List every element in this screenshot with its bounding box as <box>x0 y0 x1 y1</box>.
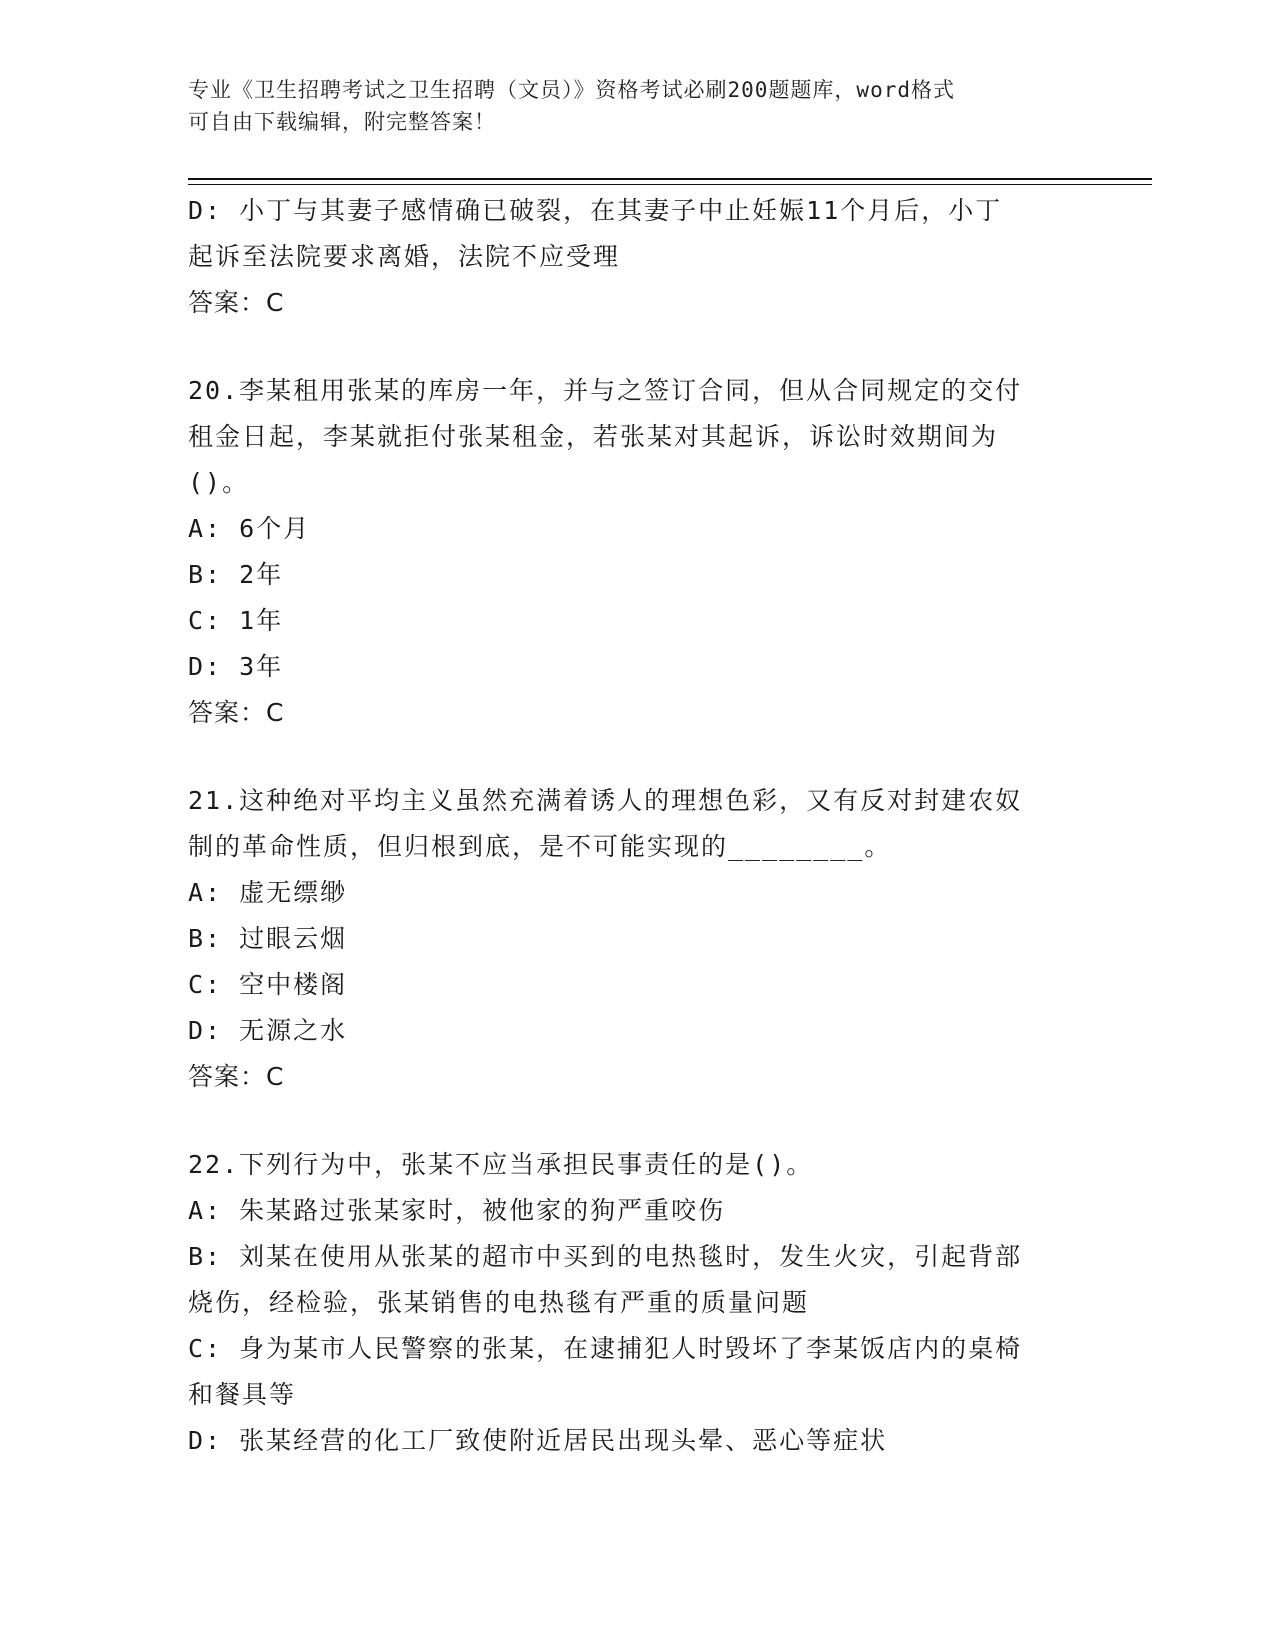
question-22 <box>188 1142 1088 1464</box>
spacer <box>188 1100 1088 1142</box>
option-a: A: 朱某路过张某家时，被他家的狗严重咬伤 <box>188 1196 726 1225</box>
option-c-continued: 和餐具等 <box>188 1380 297 1409</box>
option-d: D: 小丁与其妻子感情确已破裂，在其妻子中止妊娠11个月后，小丁 <box>188 196 1003 225</box>
header-line-1: 专业《卫生招聘考试之卫生招聘（文员）》资格考试必刷200题题库，word格式 <box>188 78 955 102</box>
question-text: 制的革命性质，但归根到底，是不可能实现的________。 <box>188 832 892 861</box>
option-b-continued: 烧伤，经检验，张某销售的电热毯有严重的质量问题 <box>188 1288 810 1317</box>
question-text: ()。 <box>188 468 250 497</box>
option-a: A: 虚无缥缈 <box>188 878 348 907</box>
option-c: C: 空中楼阁 <box>188 970 348 999</box>
answer-label: 答案：C <box>188 288 285 317</box>
option-c: C: 身为某市人民警察的张某，在逮捕犯人时毁坏了李某饭店内的桌椅 <box>188 1334 1023 1363</box>
option-d: D: 3年 <box>188 652 284 681</box>
option-d: D: 张某经营的化工厂致使附近居民出现头晕、恶心等症状 <box>188 1426 888 1455</box>
question-text: 租金日起，李某就拒付张某租金，若张某对其起诉，诉讼时效期间为 <box>188 422 999 451</box>
answer-label: 答案：C <box>188 1062 285 1091</box>
question-text: 22.下列行为中，张某不应当承担民事责任的是()。 <box>188 1150 814 1179</box>
spacer <box>188 736 1088 778</box>
question-19-tail <box>188 188 1088 326</box>
option-c: C: 1年 <box>188 606 284 635</box>
header-rule-thin <box>188 184 1152 185</box>
question-text: 21.这种绝对平均主义虽然充满着诱人的理想色彩，又有反对封建农奴 <box>188 786 1023 815</box>
question-20 <box>188 368 1088 736</box>
option-d: D: 无源之水 <box>188 1016 348 1045</box>
header-rule-thick <box>188 178 1152 180</box>
option-a: A: 6个月 <box>188 514 311 543</box>
header-line-2: 可自由下载编辑，附完整答案！ <box>188 110 496 134</box>
question-21 <box>188 778 1088 1100</box>
document-header <box>188 74 1078 138</box>
option-b: B: 过眼云烟 <box>188 924 348 953</box>
option-b: B: 2年 <box>188 560 284 589</box>
answer-label: 答案：C <box>188 698 285 727</box>
option-b: B: 刘某在使用从张某的超市中买到的电热毯时，发生火灾，引起背部 <box>188 1242 1023 1271</box>
document-content <box>188 188 1088 1464</box>
option-d-continued: 起诉至法院要求离婚，法院不应受理 <box>188 242 621 271</box>
spacer <box>188 326 1088 368</box>
question-text: 20.李某租用张某的库房一年，并与之签订合同，但从合同规定的交付 <box>188 376 1023 405</box>
